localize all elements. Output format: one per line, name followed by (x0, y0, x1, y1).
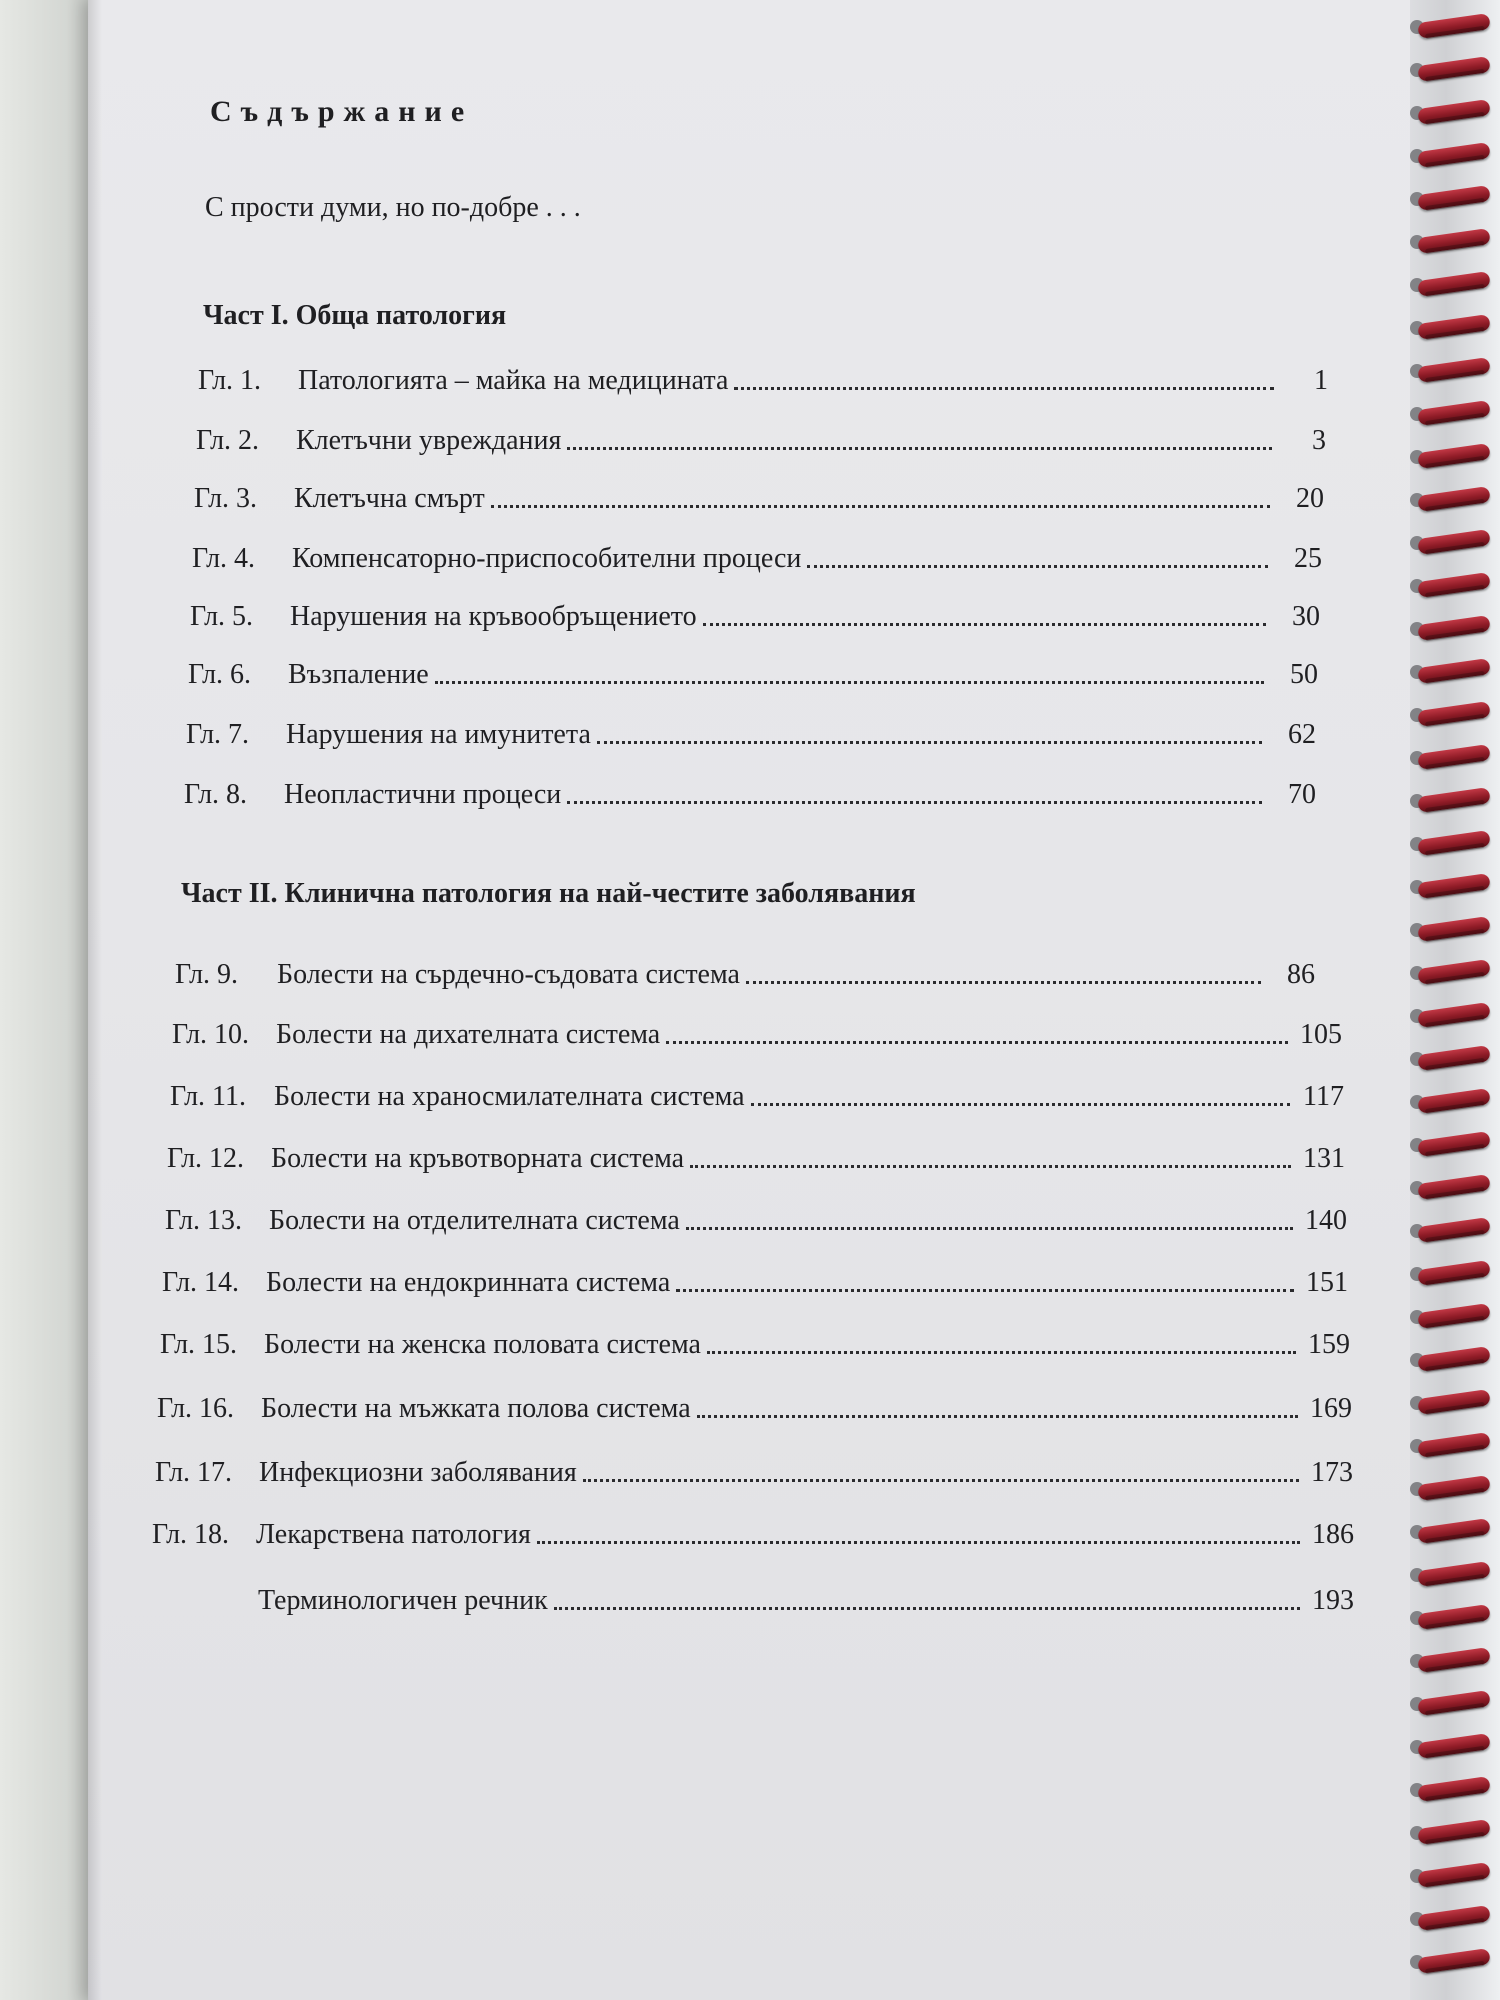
dot-leader (567, 799, 1262, 804)
dot-leader (686, 1225, 1293, 1230)
dot-leader (583, 1477, 1299, 1482)
chapter-number: Гл. 18. (152, 1519, 230, 1550)
toc-row (175, 952, 1315, 992)
toc-row (152, 1512, 1354, 1552)
part-2-heading: Част II. Клинична патология на най-честите заболявания (181, 878, 916, 909)
glossary-title: Терминологичен речник (258, 1585, 548, 1616)
toc-row (186, 712, 1316, 752)
dot-leader (666, 1039, 1288, 1044)
chapter-title: Нарушения на имунитета (286, 719, 591, 750)
chapter-title: Болести на храносмилателната система (274, 1081, 745, 1112)
chapter-number: Гл. 5. (190, 601, 254, 632)
page-number: 62 (1288, 719, 1316, 750)
chapter-title: Компенсаторно-приспособителни процеси (292, 543, 802, 574)
dot-leader (554, 1605, 1300, 1610)
chapter-number: Гл. 2. (196, 425, 260, 456)
dot-leader (597, 739, 1262, 744)
chapter-number: Гл. 16. (157, 1393, 235, 1424)
chapter-number: Гл. 14. (162, 1267, 240, 1298)
page-number: 140 (1305, 1205, 1347, 1236)
chapter-title: Възпаление (288, 659, 429, 690)
chapter-number: Гл. 9. (175, 959, 239, 990)
dot-leader (491, 503, 1270, 508)
chapter-title: Болести на дихателната система (276, 1019, 661, 1050)
chapter-title: Болести на ендокринната система (266, 1267, 671, 1298)
dot-leader (746, 979, 1261, 984)
dot-leader (707, 1349, 1296, 1354)
dot-leader (807, 563, 1268, 568)
page-number: 50 (1290, 659, 1318, 690)
toc-row (192, 536, 1322, 576)
chapter-number: Гл. 10. (172, 1019, 250, 1050)
chapter-number: Гл. 6. (188, 659, 252, 690)
chapter-number: Гл. 1. (198, 365, 262, 396)
page-number: 105 (1300, 1019, 1342, 1050)
page-number: 20 (1296, 483, 1324, 514)
page-number: 25 (1294, 543, 1322, 574)
chapter-title: Болести на мъжката полова система (261, 1393, 691, 1424)
toc-row (157, 1386, 1352, 1426)
chapter-number: Гл. 11. (170, 1081, 247, 1112)
chapter-title: Патологията – майка на медицината (298, 365, 729, 396)
toc-row (162, 1260, 1348, 1300)
dot-leader (703, 621, 1266, 626)
toc-row (170, 1074, 1344, 1114)
page-number: 186 (1312, 1519, 1354, 1550)
dot-leader (734, 385, 1274, 390)
toc-row (196, 418, 1326, 458)
toc-row (184, 772, 1316, 812)
page-number: 70 (1288, 779, 1316, 810)
dot-leader (537, 1539, 1300, 1544)
page-number: 193 (1312, 1585, 1354, 1616)
chapter-number: Гл. 15. (160, 1329, 238, 1360)
dot-leader (751, 1101, 1290, 1106)
chapter-number: Гл. 8. (184, 779, 248, 810)
dot-leader (676, 1287, 1294, 1292)
toc-row (155, 1450, 1353, 1490)
chapter-number: Гл. 17. (155, 1457, 233, 1488)
toc-row-glossary (258, 1578, 1354, 1618)
page-title: Съдържание (210, 95, 474, 128)
dot-leader (697, 1413, 1298, 1418)
chapter-title: Болести на отделителната система (269, 1205, 680, 1236)
chapter-title: Болести на женска половата система (264, 1329, 701, 1360)
page-number: 159 (1308, 1329, 1350, 1360)
chapter-number: Гл. 12. (167, 1143, 245, 1174)
chapter-title: Неопластични процеси (284, 779, 562, 810)
chapter-title: Болести на сърдечно-съдовата система (277, 959, 740, 990)
page-number: 173 (1311, 1457, 1353, 1488)
toc-row (198, 358, 1328, 398)
toc-row (165, 1198, 1347, 1238)
dot-leader (567, 445, 1272, 450)
chapter-number: Гл. 13. (165, 1205, 243, 1236)
dot-leader (435, 679, 1264, 684)
page-number: 151 (1306, 1267, 1348, 1298)
chapter-number: Гл. 4. (192, 543, 256, 574)
page-number: 1 (1314, 365, 1328, 396)
toc-row (190, 594, 1320, 634)
toc-row (172, 1012, 1342, 1052)
page-number: 86 (1287, 959, 1315, 990)
chapter-title: Болести на кръвотворната система (271, 1143, 685, 1174)
part-1-heading: Част I. Обща патология (203, 300, 507, 331)
chapter-number: Гл. 7. (186, 719, 250, 750)
page-number: 117 (1303, 1081, 1344, 1112)
dot-leader (690, 1163, 1291, 1168)
chapter-title: Лекарствена патология (256, 1519, 531, 1550)
toc-row (188, 652, 1318, 692)
chapter-title: Нарушения на кръвообръщението (290, 601, 697, 632)
chapter-title: Клетъчна смърт (294, 483, 485, 514)
page-number: 30 (1292, 601, 1320, 632)
toc-row (194, 476, 1324, 516)
intro-line: С прости думи, но по-добре . . . (205, 192, 581, 223)
page-number: 131 (1303, 1143, 1345, 1174)
toc-row (160, 1322, 1350, 1362)
page-number: 3 (1312, 425, 1326, 456)
toc-row (167, 1136, 1345, 1176)
chapter-title: Клетъчни увреждания (296, 425, 562, 456)
chapter-number: Гл. 3. (194, 483, 258, 514)
page-number: 169 (1310, 1393, 1352, 1424)
chapter-title: Инфекциозни заболявания (259, 1457, 577, 1488)
